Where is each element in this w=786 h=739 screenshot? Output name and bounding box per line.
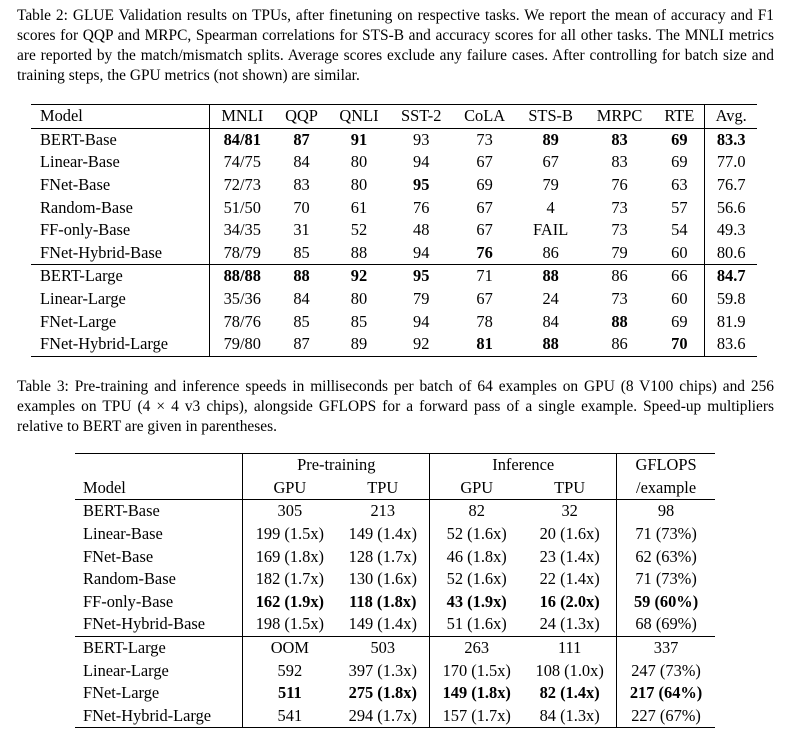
value-cell: 16 (2.0x) <box>523 591 616 614</box>
value-cell: 83 <box>293 175 310 195</box>
value-cell: 70 <box>654 333 705 356</box>
value-cell: 592 <box>277 660 303 680</box>
value-cell: 337 <box>617 636 715 659</box>
value-cell: 213 <box>336 500 429 523</box>
value-cell: 67 <box>542 152 559 172</box>
value-cell: 31 <box>293 220 310 240</box>
value-cell: 76 <box>413 197 430 217</box>
model-name-cell: Linear-Large <box>31 288 209 311</box>
value-cell: 60 <box>654 242 705 265</box>
value-cell: 89 <box>350 334 368 354</box>
table3-group-blank <box>75 454 243 477</box>
value-cell: 24 (1.3x) <box>523 613 616 636</box>
value-cell: 87 <box>293 129 310 149</box>
model-name-cell: FNet-Large <box>75 682 243 705</box>
value-cell: 46 (1.8x) <box>446 546 507 566</box>
table-row <box>31 174 757 197</box>
value-cell: 73 <box>611 197 628 217</box>
value-cell: 62 (63%) <box>635 546 697 566</box>
table-row <box>31 265 757 288</box>
value-cell: 79/80 <box>223 334 261 354</box>
value-cell: 60 <box>654 288 705 311</box>
value-cell: 76 <box>476 242 493 262</box>
table-row <box>75 613 715 636</box>
table-row <box>75 636 715 659</box>
value-cell: 66 <box>654 265 705 288</box>
value-cell: 98 <box>657 501 675 521</box>
value-cell: 88/88 <box>209 265 275 288</box>
value-cell: 541 <box>277 705 303 725</box>
value-cell: 84 (1.3x) <box>523 705 616 728</box>
table3-header-pt-gpu: GPU <box>243 477 336 500</box>
value-cell: 67 <box>476 220 493 240</box>
value-cell: 63 <box>654 174 705 197</box>
table2-header-rte: RTE <box>654 105 705 129</box>
value-cell: 397 (1.3x) <box>336 659 429 682</box>
value-cell: 130 (1.6x) <box>336 568 429 591</box>
value-cell: 82 (1.4x) <box>523 682 616 705</box>
value-cell: 111 <box>523 636 616 659</box>
value-cell: 73 <box>611 289 628 309</box>
value-cell: 84 <box>293 289 310 309</box>
value-cell: 92 <box>413 334 430 354</box>
value-cell: 94 <box>413 152 430 172</box>
value-cell: 80 <box>350 289 368 309</box>
value-cell: 263 <box>430 636 523 659</box>
value-cell: 85 <box>293 242 310 262</box>
value-cell: 83 <box>611 152 628 172</box>
glue-results-table <box>31 104 757 357</box>
table-row <box>31 219 757 242</box>
value-cell: 61 <box>350 197 368 217</box>
value-cell: 67 <box>476 197 493 217</box>
value-cell: 51/50 <box>223 197 261 217</box>
value-cell: 88 <box>275 265 329 288</box>
value-cell: 85 <box>293 311 310 331</box>
table3-header-pt-tpu: TPU <box>336 477 429 500</box>
value-cell: 88 <box>350 242 368 262</box>
value-cell: 503 <box>336 636 429 659</box>
model-name-cell: BERT-Base <box>31 128 209 151</box>
value-cell: 77.0 <box>716 152 746 172</box>
value-cell: 86 <box>611 334 628 354</box>
value-cell: 83.3 <box>716 129 746 149</box>
model-name-cell: Random-Base <box>31 196 209 219</box>
table2-header-cola: CoLA <box>453 105 517 129</box>
model-name-cell: FF-only-Base <box>75 591 243 614</box>
value-cell: 76.7 <box>716 175 746 195</box>
value-cell: 83.6 <box>716 334 746 354</box>
value-cell: 84/81 <box>223 129 261 149</box>
value-cell: 70 <box>293 197 310 217</box>
model-name-cell: BERT-Large <box>31 265 209 288</box>
value-cell: 69 <box>654 310 705 333</box>
value-cell: 84 <box>293 152 310 172</box>
value-cell: 118 (1.8x) <box>336 591 429 614</box>
table2-header-model: Model <box>31 105 209 129</box>
value-cell: 149 (1.4x) <box>336 523 429 546</box>
table-row <box>31 196 757 219</box>
value-cell: 74/75 <box>223 152 261 172</box>
value-cell: 79 <box>611 242 628 262</box>
value-cell: 84 <box>542 311 559 331</box>
value-cell: 49.3 <box>716 220 746 240</box>
value-cell: 81.9 <box>716 311 746 331</box>
value-cell: 78 <box>476 311 493 331</box>
value-cell: 81 <box>476 334 493 354</box>
table3-header-row <box>75 477 715 500</box>
table2-header-stsb: STS-B <box>516 105 584 129</box>
table-row <box>75 568 715 591</box>
value-cell: 199 (1.5x) <box>255 524 324 544</box>
table2-caption: Table 2: GLUE Validation results on TPUs, after finetuning on respective tasks. We report the mean of accuracy and F1 scores for QQP and MRPC, Spearman correlations for STS-B and accuracy scores for all other tasks. The MNLI metrics are reported by the match/mismatch splits. Average scores exclude any failure cases. After controlling for batch size and training steps, the GPU metrics (not shown) are similar. <box>17 7 774 84</box>
model-name-cell: Linear-Large <box>75 659 243 682</box>
model-name-cell: FNet-Hybrid-Base <box>75 613 243 636</box>
value-cell: 78/76 <box>223 311 261 331</box>
value-cell: 128 (1.7x) <box>336 545 429 568</box>
value-cell: 43 (1.9x) <box>446 591 507 611</box>
table-row <box>31 288 757 311</box>
value-cell: 157 (1.7x) <box>442 705 511 725</box>
table-row <box>75 591 715 614</box>
value-cell: 73 <box>476 129 493 149</box>
table-row <box>31 310 757 333</box>
model-name-cell: BERT-Base <box>75 500 243 523</box>
table3-caption: Table 3: Pre-training and inference speeds in milliseconds per batch of 64 examples on GPU (8 V100 chips) and 256 examples on TPU (4 × 4 v3 chips), alongside GFLOPS for a forward pass of a single example. Speed-up multipliers relative to BERT are given in parentheses. <box>17 378 774 435</box>
model-name-cell: FNet-Hybrid-Base <box>31 242 209 265</box>
table2-header-mrpc: MRPC <box>585 105 654 129</box>
model-name-cell: FNet-Base <box>75 545 243 568</box>
value-cell: 67 <box>476 289 493 309</box>
value-cell: 52 (1.6x) <box>446 569 507 589</box>
value-cell: 149 (1.8x) <box>442 683 511 703</box>
model-name-cell: FNet-Base <box>31 174 209 197</box>
table-row <box>75 545 715 568</box>
value-cell: 69 <box>654 128 705 151</box>
table2-header-qnli: QNLI <box>328 105 389 129</box>
value-cell: 89 <box>542 129 559 149</box>
value-cell: 24 <box>542 289 559 309</box>
value-cell: 51 (1.6x) <box>446 614 507 634</box>
table3-header-inf-gpu: GPU <box>430 477 523 500</box>
value-cell: 91 <box>350 129 368 149</box>
value-cell: 78/79 <box>223 242 261 262</box>
table-row <box>75 705 715 728</box>
value-cell: 169 (1.8x) <box>255 546 324 566</box>
value-cell: 23 (1.4x) <box>523 545 616 568</box>
value-cell: 69 <box>654 151 705 174</box>
model-name-cell: BERT-Large <box>75 636 243 659</box>
value-cell: 22 (1.4x) <box>523 568 616 591</box>
value-cell: 56.6 <box>716 197 746 217</box>
value-cell: 54 <box>654 219 705 242</box>
value-cell: 94 <box>413 242 430 262</box>
value-cell: 69 <box>476 175 493 195</box>
table3-group-header-row <box>75 454 715 477</box>
value-cell: 92 <box>328 265 389 288</box>
value-cell: 48 <box>413 220 430 240</box>
table-row <box>75 659 715 682</box>
table-row <box>31 128 757 151</box>
value-cell: 20 (1.6x) <box>523 523 616 546</box>
value-cell: 84.7 <box>705 265 757 288</box>
table2-header-row <box>31 105 757 129</box>
value-cell: 511 <box>278 683 302 703</box>
table-row <box>31 242 757 265</box>
value-cell: 35/36 <box>223 289 261 309</box>
value-cell: FAIL <box>533 220 569 240</box>
value-cell: 67 <box>476 152 493 172</box>
value-cell: 227 (67%) <box>631 705 701 725</box>
model-name-cell: FNet-Hybrid-Large <box>31 333 209 356</box>
table2-header-avg: Avg. <box>705 105 757 129</box>
value-cell: 59 (60%) <box>633 591 699 611</box>
model-name-cell: FNet-Hybrid-Large <box>75 705 243 728</box>
value-cell: 88 <box>516 265 584 288</box>
value-cell: 95 <box>413 175 430 195</box>
value-cell: 88 <box>542 334 559 354</box>
value-cell: 247 (73%) <box>631 660 701 680</box>
value-cell: 71 (73%) <box>635 524 697 544</box>
value-cell: 87 <box>293 334 310 354</box>
value-cell: 68 (69%) <box>635 614 697 634</box>
value-cell: 149 (1.4x) <box>336 613 429 636</box>
table3-header-example: /example <box>617 477 715 500</box>
table-row <box>75 523 715 546</box>
table-row <box>31 151 757 174</box>
value-cell: 83 <box>611 129 628 149</box>
value-cell: 88 <box>611 311 628 331</box>
value-cell: 76 <box>611 175 628 195</box>
speed-table <box>75 453 715 728</box>
value-cell: OOM <box>243 636 336 659</box>
value-cell: 80.6 <box>716 242 746 262</box>
value-cell: 275 (1.8x) <box>336 682 429 705</box>
table2-header-sst2: SST-2 <box>390 105 453 129</box>
value-cell: 73 <box>611 220 628 240</box>
value-cell: 305 <box>277 501 303 521</box>
table-row <box>31 333 757 356</box>
value-cell: 59.8 <box>716 289 746 309</box>
value-cell: 82 <box>468 501 485 521</box>
value-cell: 93 <box>413 129 430 149</box>
table-row <box>75 500 715 523</box>
value-cell: 79 <box>542 175 559 195</box>
value-cell: 94 <box>413 311 430 331</box>
value-cell: 95 <box>390 265 453 288</box>
value-cell: 198 (1.5x) <box>255 614 324 634</box>
table2-header-mnli: MNLI <box>209 105 275 129</box>
value-cell: 57 <box>654 196 705 219</box>
model-name-cell: Random-Base <box>75 568 243 591</box>
value-cell: 86 <box>542 242 559 262</box>
table3-header-model: Model <box>75 477 243 500</box>
value-cell: 217 (64%) <box>629 683 703 703</box>
value-cell: 71 (73%) <box>635 569 697 589</box>
value-cell: 32 <box>523 500 616 523</box>
model-name-cell: Linear-Base <box>75 523 243 546</box>
value-cell: 52 <box>350 220 368 240</box>
table3-header-inf-tpu: TPU <box>523 477 616 500</box>
value-cell: 170 (1.5x) <box>442 660 511 680</box>
value-cell: 4 <box>546 197 555 217</box>
value-cell: 108 (1.0x) <box>523 659 616 682</box>
model-name-cell: Linear-Base <box>31 151 209 174</box>
value-cell: 72/73 <box>223 175 261 195</box>
value-cell: 182 (1.7x) <box>255 569 324 589</box>
value-cell: 80 <box>350 152 368 172</box>
value-cell: 85 <box>350 311 368 331</box>
table-row <box>75 682 715 705</box>
table3-group-inference: Inference <box>430 454 617 477</box>
value-cell: 162 (1.9x) <box>255 591 324 611</box>
table3-group-pretraining: Pre-training <box>243 454 430 477</box>
value-cell: 294 (1.7x) <box>336 705 429 728</box>
value-cell: 71 <box>453 265 517 288</box>
model-name-cell: FNet-Large <box>31 310 209 333</box>
value-cell: 52 (1.6x) <box>446 524 507 544</box>
value-cell: 80 <box>350 175 368 195</box>
value-cell: 86 <box>585 265 654 288</box>
value-cell: 34/35 <box>223 220 261 240</box>
value-cell: 79 <box>413 289 430 309</box>
model-name-cell: FF-only-Base <box>31 219 209 242</box>
table2-header-qqp: QQP <box>275 105 329 129</box>
table3-group-gflops: GFLOPS <box>635 455 697 475</box>
